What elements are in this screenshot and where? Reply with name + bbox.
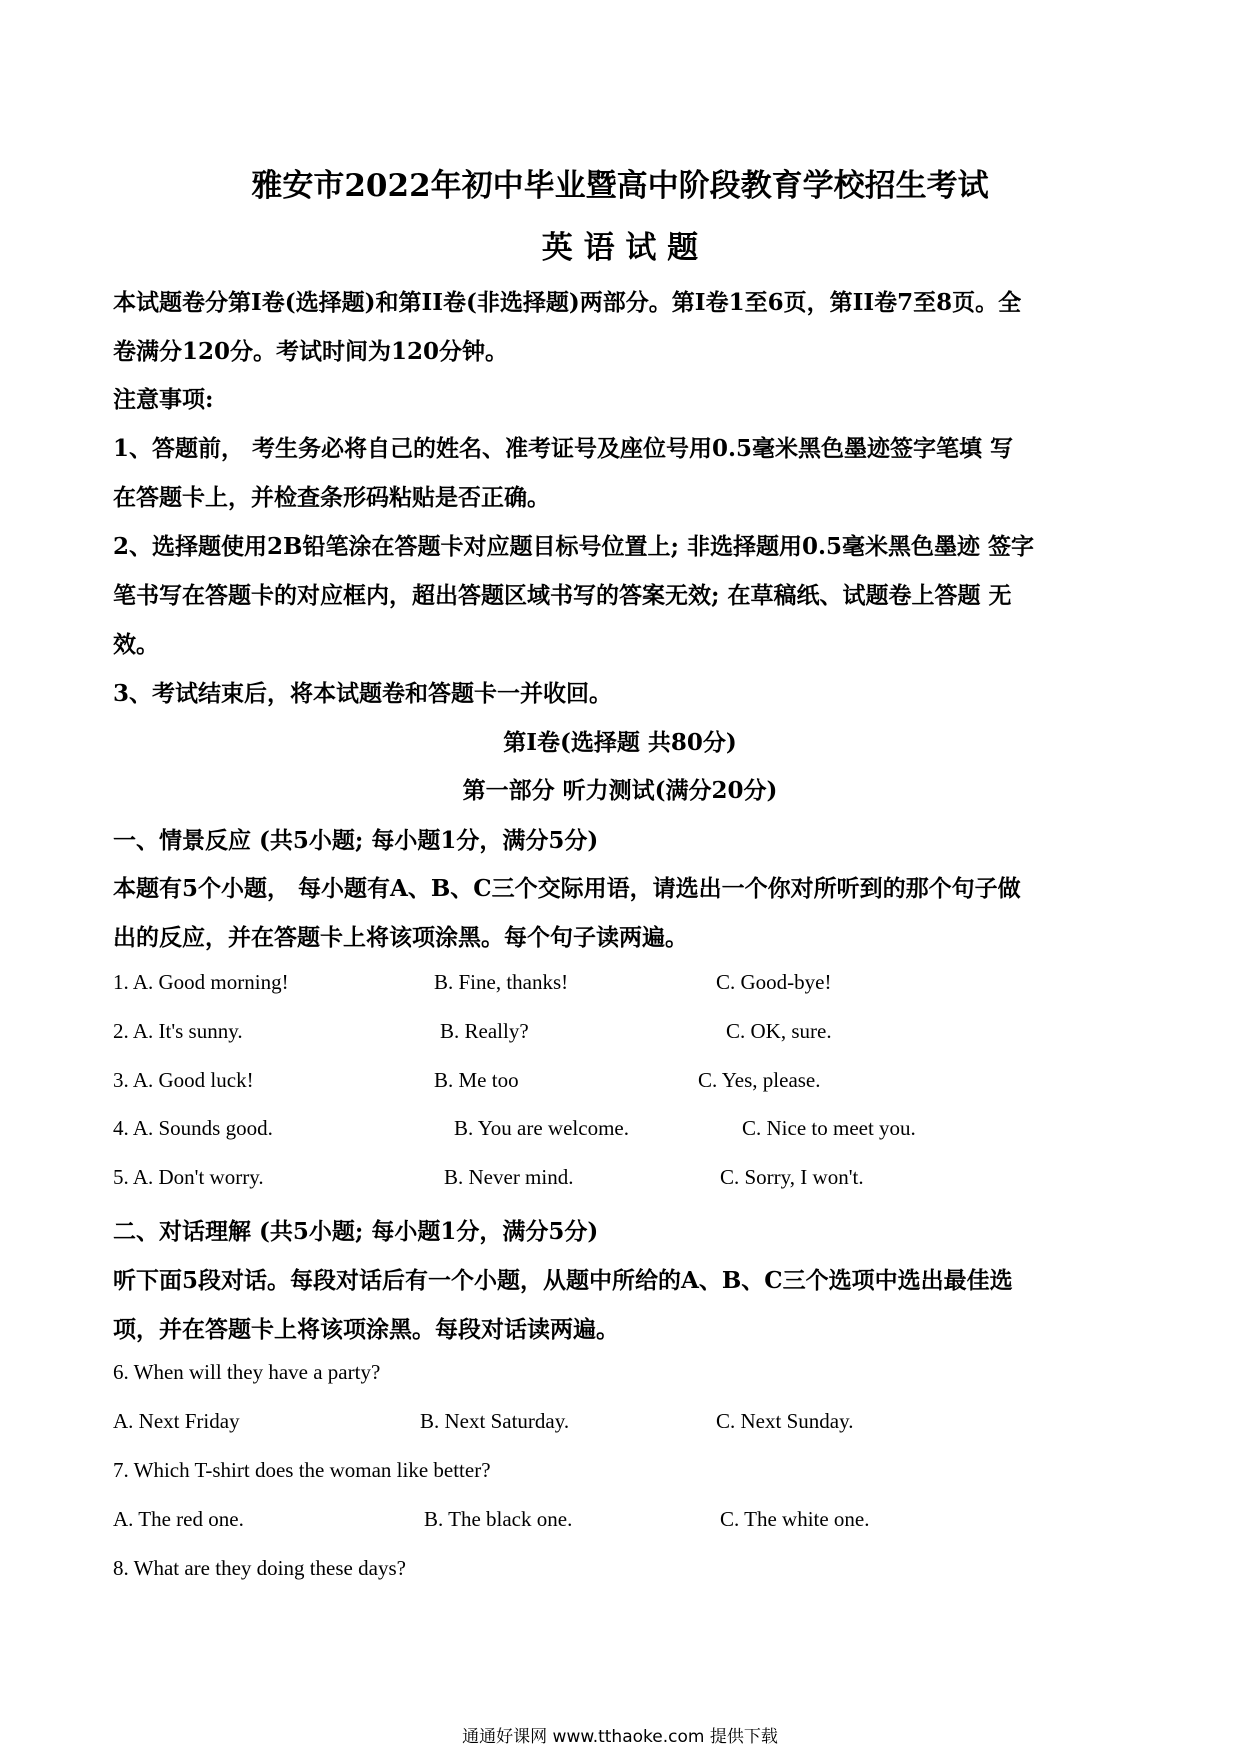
q6-option-a: A. Next Friday [113,1409,240,1433]
q5-option-b: B. Never mind. [444,1165,574,1189]
q1-option-b: B. Fine, thanks! [434,970,569,994]
q2-option-c: C. OK, sure. [726,1019,832,1043]
q7-stem: 7. Which T-shirt does the woman like better? [113,1458,491,1482]
q2-option-b: B. Really? [440,1019,529,1043]
notice-heading: 注意事项: [113,386,214,413]
section-1-instruction-line-1: 本题有5个小题， 每小题有A、B、C三个交际用语，请选出一个你对所听到的那个句子做 [113,875,1021,902]
section-2-heading: 二、对话理解 (共5小题; 每小题1分，满分5分) [113,1218,599,1245]
q6-stem: 6. When will they have a party? [113,1360,381,1384]
q1-option-a: 1. A. Good morning! [113,970,289,994]
intro-line-1: 本试题卷分第I卷(选择题)和第II卷(非选择题)两部分。第I卷1至6页，第II卷7至8页。全 [113,289,1022,316]
notice-item-2-line-2: 笔书写在答题卡的对应框内，超出答题区域书写的答案无效; 在草稿纸、试题卷上答题 无 [113,582,1012,609]
q4-option-b: B. You are welcome. [454,1116,629,1140]
notice-item-2-line-3: 效。 [113,631,159,658]
q5-option-c: C. Sorry, I won't. [720,1165,864,1189]
q7-option-a: A. The red one. [113,1507,244,1531]
q3-option-a: 3. A. Good luck! [113,1068,254,1092]
exam-subtitle: 英 语 试 题 [541,230,699,266]
section-2-instruction-line-2: 项，并在答题卡上将该项涂黑。每段对话读两遍。 [113,1316,619,1343]
q1-option-c: C. Good-bye! [716,970,832,994]
q2-option-a: 2. A. It's sunny. [113,1019,243,1043]
q4-option-c: C. Nice to meet you. [742,1116,916,1140]
q3-option-b: B. Me too [434,1068,519,1092]
intro-line-2: 卷满分120分。考试时间为120分钟。 [113,338,509,365]
q7-option-b: B. The black one. [424,1507,573,1531]
section-1-instruction-line-2: 出的反应，并在答题卡上将该项涂黑。每个句子读两遍。 [113,924,688,951]
q8-stem: 8. What are they doing these days? [113,1556,406,1580]
q5-option-a: 5. A. Don't worry. [113,1165,264,1189]
notice-item-1-line-1: 1、答题前， 考生务必将自己的姓名、准考证号及座位号用0.5毫米黑色墨迹签字笔填 写 [113,435,1014,462]
notice-item-2-line-1: 2、选择题使用2B铅笔涂在答题卡对应题目标号位置上; 非选择题用0.5毫米黑色墨迹 签字 [113,533,1034,560]
q3-option-c: C. Yes, please. [698,1068,821,1092]
volume-1-heading: 第I卷(选择题 共80分) [503,729,737,756]
notice-item-1-line-2: 在答题卡上，并检查条形码粘贴是否正确。 [113,484,550,511]
q4-option-a: 4. A. Sounds good. [113,1116,273,1140]
part-1-heading: 第一部分 听力测试(满分20分) [462,777,778,804]
section-2-instruction-line-1: 听下面5段对话。每段对话后有一个小题，从题中所给的A、B、C三个选项中选出最佳选 [113,1267,1013,1294]
q7-option-c: C. The white one. [720,1507,870,1531]
q6-option-c: C. Next Sunday. [716,1409,854,1433]
section-1-heading: 一、情景反应 (共5小题; 每小题1分，满分5分) [113,827,599,854]
page-footer: 通通好课网 www.tthaoke.com 提供下载 [462,1727,778,1747]
q6-option-b: B. Next Saturday. [420,1409,570,1433]
notice-item-3: 3、考试结束后，将本试题卷和答题卡一并收回。 [113,680,613,707]
exam-title: 雅安市2022年初中毕业暨高中阶段教育学校招生考试 [251,168,989,204]
